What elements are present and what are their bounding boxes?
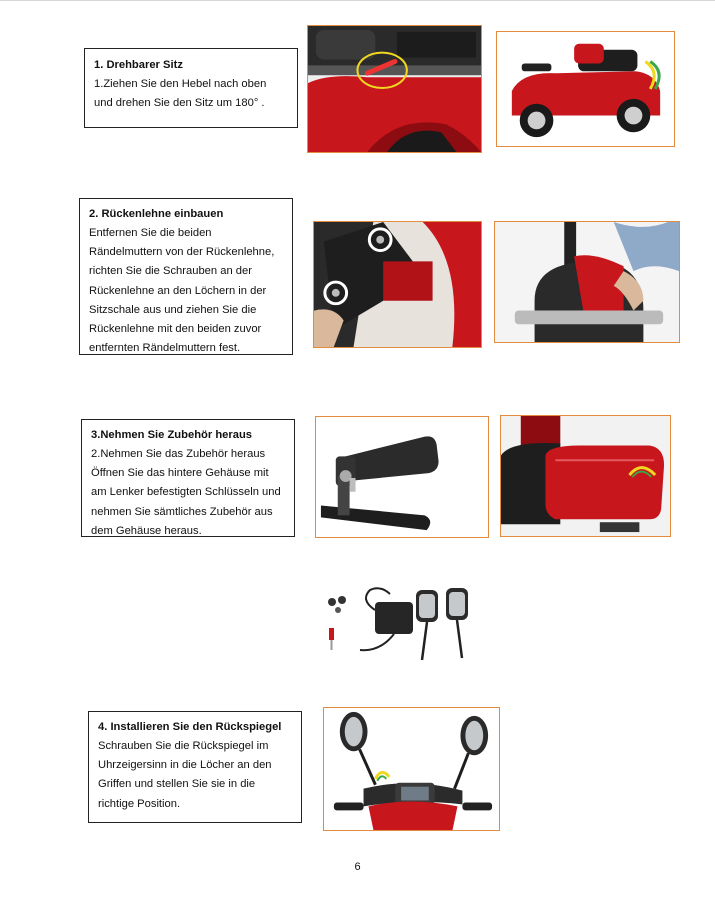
- page-top-border: [0, 0, 715, 1]
- section-heading: 4. Installieren Sie den Rückspiegel: [98, 721, 282, 733]
- instruction-box-mirrors: [88, 711, 302, 823]
- instruction-line: entfernten Rändelmuttern fest.: [89, 342, 241, 355]
- section-heading: 2. Rückenlehne einbauen: [89, 208, 224, 220]
- instruction-line: Griffen und stellen Sie sie in die: [98, 778, 256, 791]
- section-heading: 3.Nehmen Sie Zubehör heraus: [91, 429, 253, 441]
- instruction-line: Rückenlehne mit den beiden zuvor: [89, 323, 262, 336]
- instruction-line: Schrauben Sie die Rückspiegel im: [98, 740, 269, 752]
- photo-rear-box: [500, 415, 671, 537]
- photo-seat-lever: [307, 25, 482, 153]
- photo-handlebar-keys: [315, 416, 489, 538]
- instruction-line: Sitzschale aus und ziehen Sie die: [89, 303, 257, 316]
- photo-mirror-install: [323, 707, 500, 831]
- instruction-line: richtige Position.: [98, 797, 181, 810]
- instruction-line: am Lenker befestigten Schlüsseln und: [91, 486, 281, 499]
- instruction-line: richten Sie die Schrauben an der: [89, 265, 252, 278]
- instruction-box-rotating-seat: [84, 48, 298, 128]
- instruction-box-accessories: [81, 419, 295, 537]
- instruction-line: 1.Ziehen Sie den Hebel nach oben: [94, 78, 267, 90]
- instruction-line: Öffnen Sie das hintere Gehäuse mit: [91, 467, 269, 480]
- instruction-line: Rückenlehne an den Löchern in der: [89, 284, 267, 297]
- section-heading: 1. Drehbarer Sitz: [94, 59, 183, 71]
- instruction-box-backrest: [79, 198, 293, 355]
- instruction-line: 2.Nehmen Sie das Zubehör heraus: [91, 448, 266, 460]
- instruction-line: und drehen Sie den Sitz um 180° .: [94, 97, 265, 110]
- photo-backrest-screws: [313, 221, 482, 348]
- instruction-line: dem Gehäuse heraus.: [91, 524, 202, 537]
- instruction-line: nehmen Sie sämtliches Zubehör aus: [91, 505, 273, 518]
- instruction-line: Uhrzeigersinn in die Löcher an den: [98, 759, 272, 772]
- instruction-line: Rändelmuttern von der Rückenlehne,: [89, 246, 275, 259]
- photo-backrest-install: [494, 221, 680, 343]
- photo-accessories-set: [320, 580, 475, 670]
- page-number: 6: [354, 861, 361, 873]
- photo-scooter-rotating-seat: [496, 31, 675, 147]
- instruction-line: Entfernen Sie die beiden: [89, 227, 212, 239]
